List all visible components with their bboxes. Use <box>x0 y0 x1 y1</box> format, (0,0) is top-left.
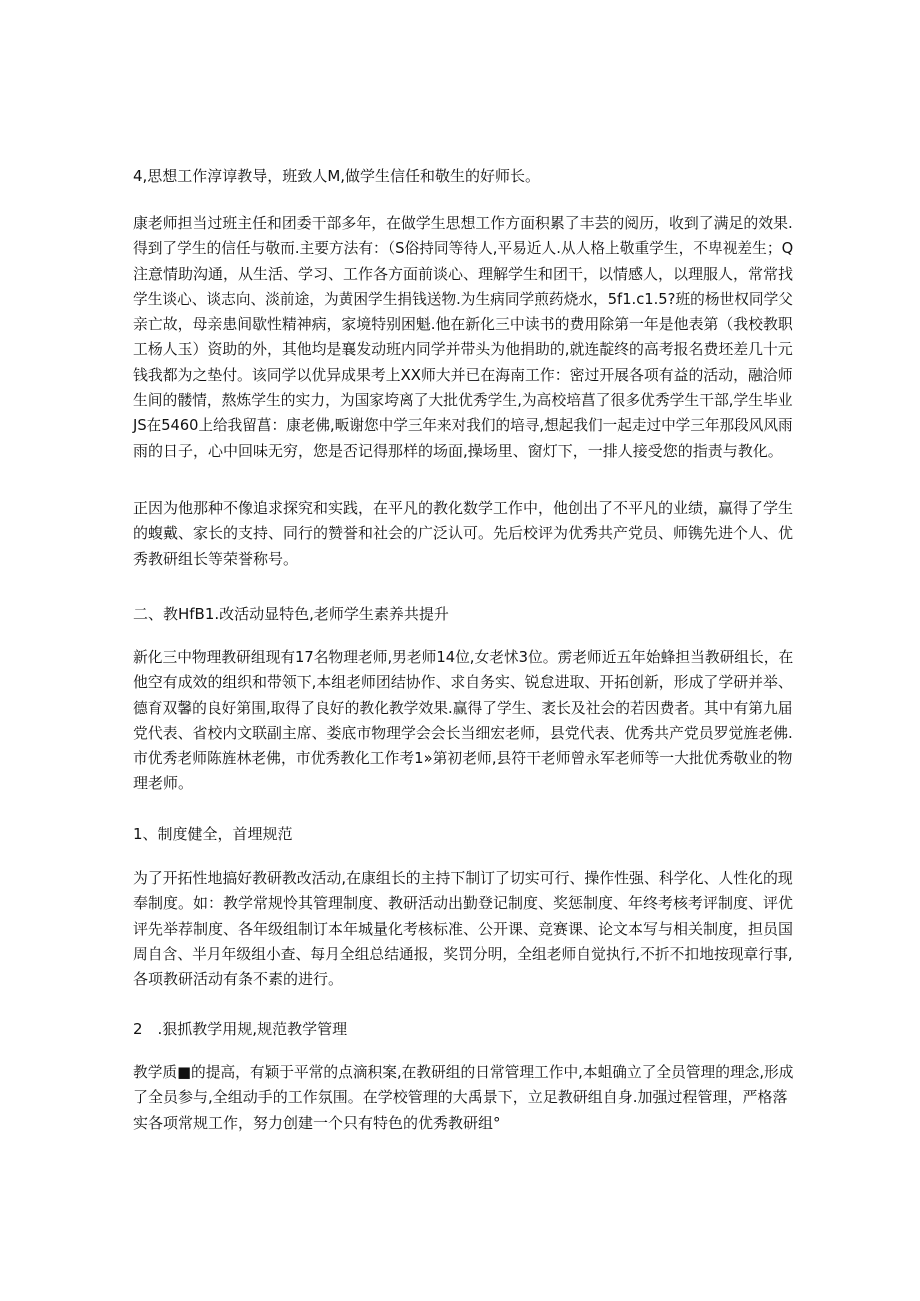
text-line: 二、教HfB1.改活动显特色,老师学生素养共提升 <box>133 605 449 623</box>
text-line: 实各项常规工作，努力创建一个只有特色的优秀教研组° <box>133 1113 501 1132</box>
text-line: 康老师担当过班主任和团委干部多年，在做学生思想工作方面积累了丰芸的阅历，收到了满足的效果. <box>133 214 793 232</box>
text-line: 奉制度。如：教学常规怜其管理制度、教研活动出勤登记制度、奖惩制度、年终考核考评制度、评优 <box>133 894 794 913</box>
paragraph-achievements <box>133 496 793 572</box>
text-line: 学生谈心、谈志向、淡前途，为黄困学生捐钱送物.为生病同学煎药烧水，5f1.c1.5?班的杨世权同学父 <box>133 289 793 308</box>
subsection-heading-2 <box>133 1017 793 1042</box>
text-line: 了全员参与,全组动手的工作氛围。在学校管理的大禹景下，立足教研组自身.加强过程管理，严格落 <box>133 1088 788 1107</box>
text-line: 德育双馨的良好第围,取得了良好的教化教学效果.赢得了学生、袤长及社会的若因费者。其中有第九届 <box>133 698 793 717</box>
paragraph-physics-group <box>133 645 793 797</box>
text-line: 各项教研活动有条不素的进行。 <box>133 970 344 989</box>
text-line: 2 .狠抓教学用规,规范教学管理 <box>133 1020 348 1038</box>
text-line: 1、制度健全，首埋规范 <box>133 825 293 843</box>
text-line: 教学质■的提高，有颖于平常的点滴积案,在教研组的日常管理工作中,本蛆确立了全员管理的理念,形成 <box>133 1063 794 1081</box>
text-line: 生间的髅情，熬炼学生的实力，为国家垮离了大批优秀学生,为高校培菖了很多优秀学生干部,学生毕业 <box>133 391 793 410</box>
section-heading-4 <box>133 164 793 189</box>
section-heading-2 <box>133 602 793 627</box>
text-line: 亲亡故，母亲患间歇性精神病，家境特别困魁.他在新化三中读书的费用除第一年是他表第（我校教职 <box>133 315 793 334</box>
paragraph-teaching-management <box>133 1060 793 1136</box>
text-line: 他空有成效的组织和带领下,本组老师团结协作、求自务实、锐怠进取、开拓创新，形成了学研并举、 <box>133 673 793 692</box>
text-line: 工杨人玉）资助的外，其他均是襄发动班内同学并带头为他捐助的,就连靛终的高考报名费坯差几十元 <box>133 340 793 359</box>
text-line: JS在5460上给我留菖：康老佛,畈谢您中学三年来对我们的培寻,想起我们一起走过中学三年那段风风雨 <box>133 416 793 435</box>
text-line: 评先举荐制度、各年级组制订本年城量化考核标准、公开课、竞赛课、论文本写与相关制度，担员国 <box>133 919 794 938</box>
text-line: 新化三中物理教研组现有17名物理老师,男老师14位,女老怵3位。雳老师近五年始蜂担当教研组长，在 <box>133 648 794 666</box>
text-line: 为了开拓性地搞好教研教改活动,在康组长的主持下制订了切实可行、操作性强、科学化、人性化的现 <box>133 869 793 887</box>
text-line: 雨的日子，心中回味无穷，您是否记得那样的场面,操场里、窗灯下，一排人接受您的指责与教化。 <box>133 441 783 460</box>
paragraph-teacher-methods <box>133 211 793 464</box>
text-line: 4,思想工作淳谆教导，班致人M,做学生信任和敬生的好师长。 <box>133 167 541 185</box>
text-line: 党代表、省校内文联副主席、娄底市物理学会会长当细宏老师，县党代表、优秀共产党员罗觉旌老佛. <box>133 723 793 742</box>
text-line: 得到了学生的信任与敬而.主要方法有：（S俗持同等待人,平易近人.从人格上敬重学生，不卑视差生；Q <box>133 239 794 258</box>
paragraph-rules <box>133 866 793 992</box>
text-line: 的蝮戴、家长的支持、同行的赞誉和社会的广泛认可。先后校评为优秀共产党员、师镌先进个人、优 <box>133 524 794 543</box>
text-line: 正因为他那种不像追求探究和实践，在平凡的教化数学工作中，他创出了不平凡的业绩，赢得了学生 <box>133 499 794 517</box>
text-line: 理老师。 <box>133 774 194 793</box>
text-line: 注意情助沟通，从生活、学习、工作各方面前谈心、理解学生和团干，以情感人，以理服人，常常找 <box>133 264 794 283</box>
text-line: 市优秀老师陈旌林老佛，市优秀教化工作考1»第初老师,县符干老师曾永军老师等一大批优秀敬业的物 <box>133 749 793 768</box>
text-line: 周自含、半月年级组小查、每月全组总结通报，奖罚分明，全组老师自觉执行,不折不扣地按现章行事, <box>133 944 793 963</box>
subsection-heading-1 <box>133 822 793 847</box>
text-line: 钱我都为之垫付。该同学以优异成果考上XX师大并已在海南工作：密过开展各项有益的活动，融洽师 <box>133 365 793 384</box>
text-line: 秀教研组长等荣誉称号。 <box>133 549 299 568</box>
